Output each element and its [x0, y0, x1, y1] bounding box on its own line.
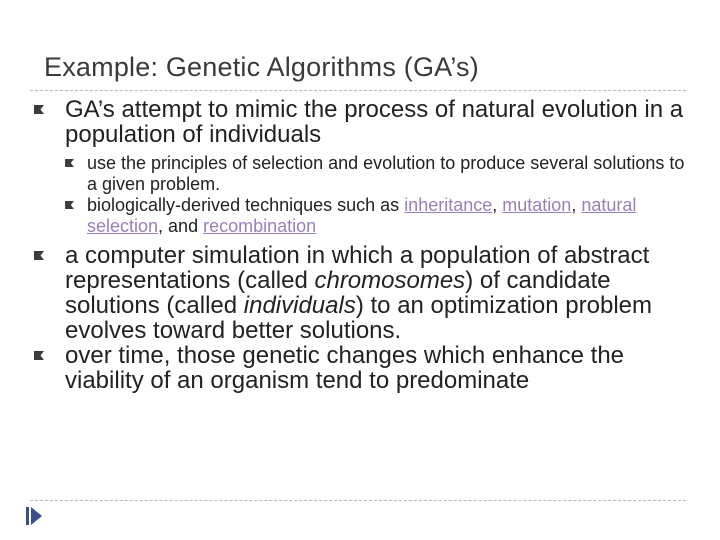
link-natural-selection[interactable]: natural selection [87, 195, 637, 236]
emphasis-individuals: individuals [243, 292, 356, 319]
separator: , and [158, 216, 204, 236]
sub-bullet-prefix: biologically-derived techniques such as [87, 195, 405, 215]
link-mutation[interactable]: mutation [502, 195, 572, 215]
footer-divider [30, 500, 686, 501]
sub-bullet-item-2 [65, 195, 694, 237]
bullet-text-2b: ) of candidate solutions (called [65, 267, 611, 319]
separator: , [492, 195, 503, 215]
bullet-list [34, 97, 694, 393]
link-recombination[interactable]: recombination [203, 216, 317, 236]
sub-bullet-text-1: use the principles of selection and evolution to produce several solutions to a given problem. [87, 153, 685, 194]
bullet-text-1: GA’s attempt to mimic the process of natural evolution in a population of individuals [65, 96, 684, 148]
bullet-text-2a: a computer simulation in which a population of abstract representations (called [65, 242, 650, 294]
bullet-text-3: over time, those genetic changes which enhance the viability of an organism tend to predominate [65, 342, 625, 394]
title-divider [30, 90, 686, 91]
bullet-text-2c: ) to an optimization problem evolves toward better solutions. [65, 292, 652, 344]
bullet-icon [34, 105, 44, 114]
separator: , [571, 195, 582, 215]
sub-bullet-icon [65, 201, 74, 209]
bullet-icon [34, 351, 44, 360]
link-inheritance[interactable]: inheritance [404, 195, 493, 215]
nav-next-arrow-icon[interactable] [26, 505, 42, 527]
sub-bullet-icon [65, 159, 74, 167]
bullet-item-2 [34, 243, 694, 343]
bullet-item-3 [34, 343, 694, 393]
sub-bullet-list [65, 153, 694, 237]
bullet-item-1 [34, 97, 694, 237]
emphasis-chromosomes: chromosomes [314, 267, 466, 294]
bullet-icon [34, 251, 44, 260]
sub-bullet-item-1 [65, 153, 694, 195]
slide-title: Example: Genetic Algorithms (GA’s) [44, 52, 479, 82]
